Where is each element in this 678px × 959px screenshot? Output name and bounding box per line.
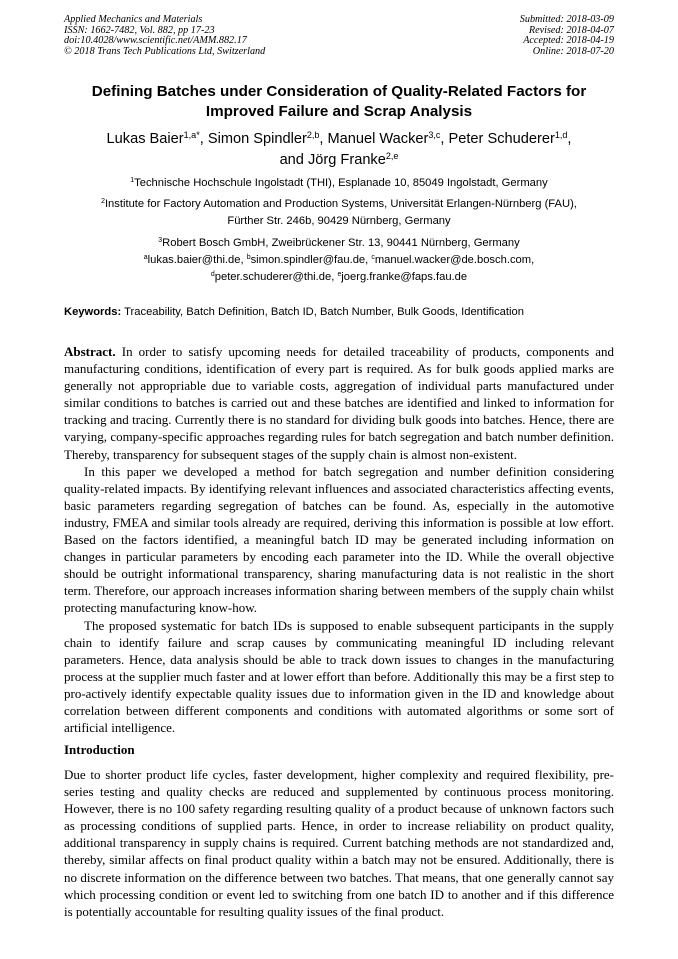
abstract-paragraph-1	[64, 343, 614, 463]
journal-name: Applied Mechanics and Materials	[64, 14, 203, 25]
affiliation-text: Institute for Factory Automation and Production Systems, Universität Erlangen-Nürnberg (FAU),	[104, 198, 577, 210]
affiliation-3	[64, 235, 614, 252]
author-name: Simon Spindler	[207, 131, 307, 147]
journal-copyright: © 2018 Trans Tech Publications Ltd, Switzerland	[64, 45, 266, 57]
author-line-1: Lukas Baier$^{1,a*}$, Simon Spindler$^{2,b}$, Manuel Wacker$^{3,c}$, Peter Schuderer$^{1,d}$,	[106, 130, 572, 147]
email-list	[64, 252, 614, 286]
title-line-1: Defining Batches under Consideration of Quality-Related Factors for	[91, 83, 587, 100]
journal-header	[64, 15, 265, 57]
abstract-text: In order to satisfy upcoming needs for detailed traceability of products, components and manufacturing conditions, identification of every part is required. As for bulk goods applied marks are generally not appropriable due to variable costs, aggregation of individual parts manufactured under similar conditions to batches is carried out and these batches are identified and linked to information for tracking and tracing. Currently there is no standard for dividing bulk goods into batches. Hence, there are varying, company-specific approaches regarding rules for batch segregation and batch number definition. Thereby, transparency for subsequent stages of the supply chain is almost non-existent.	[64, 344, 614, 462]
author-sup: 1,d	[554, 130, 568, 141]
email-link[interactable]: peter.schuderer@thi.de,	[214, 271, 335, 283]
affiliation-sup: 3	[158, 237, 163, 245]
online-date: Online: 2018-07-20	[532, 45, 614, 57]
keywords-label: Keywords:	[64, 306, 122, 318]
author-sup: 2,b	[306, 130, 320, 141]
email-link[interactable]: joerg.franke@faps.fau.de	[341, 271, 468, 283]
paper-title	[64, 82, 614, 122]
introduction-paragraph-1: Due to shorter product life cycles, faster development, higher complexity and required flexibility, pre-series testing and quality checks are reduced and supplemented by continuous process monitoring. However, there is no 100 safety regarding resulting quality of a product because of unknown factors such as processing conditions of supplied parts. Hence, in order to increase reliability on product quality, additional transparency in supply chains is required. Current batching methods are not standardized and, thereby, similar affects on final product quality within a batch may not be ensured. Additionally, there is no discrete information on the difference between two batches. That means, that one generally cannot say which processing condition or event led to switching from one batch ID to another and if this difference is potentially accountable for resulting quality issues of the final product.	[64, 767, 614, 919]
affiliation-2-line-1	[64, 196, 614, 213]
email-sup: c	[371, 254, 375, 262]
author-list	[64, 129, 614, 171]
author-name: Manuel Wacker	[327, 131, 429, 147]
keywords	[64, 305, 624, 320]
author-and: and	[279, 152, 304, 168]
author-name: Jörg Franke	[307, 152, 386, 168]
revised-date: Revised: 2018-04-07	[528, 24, 614, 36]
author-sup: 3,c	[428, 130, 441, 141]
affiliation-text: Technische Hochschule Ingolstadt (THI), Esplanade 10, 85049 Ingolstadt, Germany	[134, 177, 548, 189]
email-line-1	[64, 252, 614, 269]
title-line-2: Improved Failure and Scrap Analysis	[205, 103, 473, 120]
affiliation-sup: 2	[101, 198, 105, 206]
abstract-paragraph-2: In this paper we developed a method for batch segregation and number definition considering quality-related impacts. By identifying relevant influences and associated characteristics affecting events, basic parameters regarding segregation of batches can be found. As, especially in the automotive industry, FMEA and similar tools already are required, deriving this information is possible at low effort. Based on the factors identified, a meaningful batch ID may be generated including information on changes in particular parameters by encoding each parameter into the ID. While the overall objective should be outright informational transparency, sharing manufacturing data is not realistic in the short term. Therefore, our approach increases information sharing between members of the supply chain whilst protecting manufacturing know-how.	[64, 463, 614, 616]
email-link[interactable]: simon.spindler@fau.de,	[250, 254, 369, 266]
email-link[interactable]: lukas.baier@thi.de,	[147, 254, 244, 266]
author-line-2	[64, 150, 614, 171]
affiliation-sup: 1	[130, 177, 135, 185]
submitted-date: Submitted: 2018-03-09	[519, 14, 614, 25]
email-line-2	[64, 269, 614, 286]
introduction-heading: Introduction	[64, 742, 135, 757]
email-sup: d	[210, 271, 215, 279]
affiliation-1	[64, 175, 614, 192]
email-sup: e	[337, 271, 342, 279]
affiliation-text: Robert Bosch GmbH, Zweibrückener Str. 13, 90441 Nürnberg, Germany	[162, 237, 520, 249]
dates-header	[520, 15, 614, 57]
author-sup: 2,e	[385, 151, 399, 162]
abstract-section	[64, 343, 614, 736]
affiliation-2	[64, 196, 614, 230]
accepted-date: Accepted: 2018-04-19	[523, 35, 614, 46]
abstract-paragraph-3: The proposed systematic for batch IDs is supposed to enable subsequent participants in the supply chain to identify failure and scrap causes by communicating meaningful ID including relevant parameters. Hence, data analysis should be able to track down issues to changes in the manufacturing process at the supplier much faster and at lower effort than before. Additionally this may be a first step to pro-actively identify expectable quality issues due to information given in the ID and knowledge about correlation between different components and conditions with automated algorithms or some sort of artificial intelligence.	[64, 617, 614, 736]
author-sup: 1,a*	[183, 130, 200, 141]
introduction-section	[64, 766, 614, 920]
keywords-text: Traceability, Batch Definition, Batch ID, Batch Number, Bulk Goods, Identification	[121, 306, 524, 318]
author-name: Peter Schuderer	[448, 131, 555, 147]
author-name: Lukas Baier	[106, 131, 184, 147]
journal-doi: doi:10.4028/www.scientific.net/AMM.882.17	[64, 35, 247, 46]
email-sup: b	[246, 254, 251, 262]
email-link[interactable]: manuel.wacker@de.bosch.com,	[374, 254, 535, 266]
journal-issn: ISSN: 1662-7482, Vol. 882, pp 17-23	[64, 24, 215, 36]
email-sup: a	[143, 254, 148, 262]
affiliation-2-line-2: Fürther Str. 246b, 90429 Nürnberg, Germany	[227, 215, 451, 227]
abstract-label: Abstract.	[64, 344, 116, 359]
